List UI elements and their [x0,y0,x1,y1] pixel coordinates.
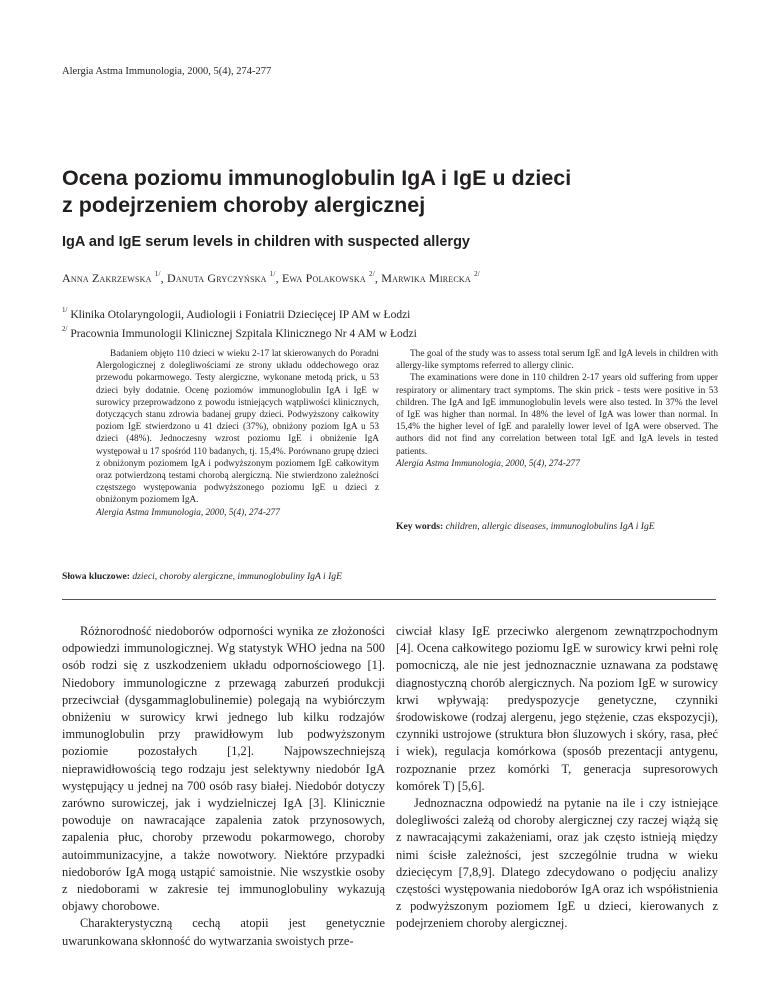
affiliation-mark: 2/ [62,325,68,333]
author-affiliation-mark: 1/ [269,270,276,278]
article-title [62,165,722,219]
body-paragraph: ciwciał klasy IgE przeciwko alergenom zewnątrzpochodnym [4]. Ocena całkowitego poziomu IgE w surowicy krwi pełni rolę pomocniczą, ale nie jest jednoznacznie uznawana za podstawę diagnostyczną chorób alergicznych. Na poziom IgE w surowicy krwi wpływają: predyspozycje genetyczne, czynniki środowiskowe (rodzaj alergenu, jego stężenie, czas ekspozycji), czynniki ustrojowe (struktura błon śluzowych i skóry, rasa, płeć i wiek), regulacja komórkowa (sposób prezentacji antygenu, rozpoznanie przez komórki T, generacja supresorowych komórek T) [5,6]. [396,624,718,793]
keywords-english-text: children, allergic diseases, immunoglobulins IgA i IgE [445,521,655,532]
keywords-polish [62,571,342,582]
abstract-english-p2: The examinations were done in 110 children 2-17 years old suffering from upper respiratory or alimentary tract symptoms. The skin prick - tests were positive in 53 children. The IgA and IgE immunoglobulin levels were also tested. In 37% the level of IgE was higher than normal. In 48% the level of IgA was lower than normal. In 15,4% the higher level of IgE and paralelly lower level of IgA were observed. The authors did not find any correlation between total IgE and IgA levels in tested patients. [396,373,718,457]
affiliation-text: Pracownia Immunologii Klinicznej Szpitala Klinicznego Nr 4 AM w Łodzi [70,328,417,340]
title-line-2: z podejrzeniem choroby alergicznej [62,193,426,217]
keywords-english [396,521,655,532]
journal-reference: Alergia Astma Immunologia, 2000, 5(4), 274-277 [62,66,272,77]
keywords-polish-label: Słowa kluczowe: [62,571,130,582]
title-line-1: Ocena poziomu immunoglobulin IgA i IgE u dzieci [62,166,572,190]
author-affiliation-mark: 2/ [474,270,480,278]
author-list: Anna Zakrzewska $^{1/}$, Danuta Gryczyńska $^{1/}$, Ewa Polakowska $^{2/}$, Marwika Mirecka $^{2/}$ [62,270,480,285]
author-affiliation-mark: 1/ [154,270,161,278]
abstract-english [396,348,718,470]
abstract-polish-text: Badaniem objęto 110 dzieci w wieku 2-17 lat skierowanych do Poradni Alergologicznej z dolegliwościami ze strony układu oddechowego oraz przewodu pokarmowego. Testy alergiczne, wykonane metodą prick, u 53 dzieci były dodatnie. Ocenę poziomów immunoglobulin IgA i IgE w surowicy przeprowadzono z powodu istniejących wątpliwości klinicznych, dotyczących stanu zdrowia badanej grupy dzieci. Podwyższony całkowity poziom IgE stwierdzono u 41 dzieci (37%), obniżony poziom IgA u 53 dzieci (48%). Jednoczesny wzrost poziomu IgE i obniżenie IgA występował u 17 spośród 110 badanych, tj. 15,4%. Porównano grupę dzieci z obniżonym poziomem IgA i podwyższonym poziomem IgE całkowitym oraz potwierdzoną testami chorobą alergiczną. Nie stwierdzono zależności częstszego występowania podwyższonego poziomu IgE u dzieci z obniżonym poziomem IgA. [96,349,379,506]
keywords-english-label: Key words: [396,521,444,532]
body-column-right [396,623,718,933]
author-name: Danuta Gryczyńska [167,271,267,285]
body-paragraph: Jednoznaczna odpowiedź na pytanie na ile i czy istniejące dolegliwości zależą od choroby alergicznej czy raczej wiążą się z nawracającymi zakażeniami, oraz jak często istnieją między nimi ścisłe zależności, jest szczególnie trudna w wieku dziecięcym [7,8,9]. Dlatego zdecydowano o podjęciu analizy częstości występowania niedoborów IgA oraz ich współistnienia z podwyższonym poziomem IgE u dzieci, kierowanych z podejrzeniem choroby alergicznej. [396,796,718,931]
author-affiliation-mark: 2/ [369,270,375,278]
abstract-polish-citation: Alergia Astma Immunologia, 2000, 5(4), 274-277 [96,507,280,518]
body-paragraph: Charakterystyczną cechą atopii jest genetycznie uwarunkowana skłonność do wytwarzania swoistych prze- [62,916,385,948]
author-name: Ewa Polakowska [282,271,366,285]
keywords-polish-text: dzieci, choroby alergiczne, immunoglobuliny IgA i IgE [132,571,342,582]
body-paragraph: Różnorodność niedoborów odporności wynika ze złożoności odpowiedzi immunologicznej. Wg statystyk WHO jedna na 500 osób rodzi się z uszkodzeniem układu odpornościowego [1]. Niedobory immunologiczne z przewagą zaburzeń produkcji przeciwciał (dysgammaglobulinemie) polegają na wybiórczym obniżeniu w surowicy krwi jednego lub kilku rodzajów immunoglobulin przy prawidłowym lub podwyższonym poziomie pozostałych [1,2]. Najpowszechniejszą nieprawidłowością tego rodzaju jest selektywny niedobór IgA występujący u jednej na 700 osób rasy białej. Niedobór dotyczy zarówno surowiczej, jak i wydzielniczej IgA [3]. Klinicznie powoduje on nawracające zapalenia zatok przynosowych, zapalenia płuc, choroby przewodu pokarmowego, choroby autoimmunizacyjne, a także nowotwory. Niektóre przypadki niedoborów IgA mogą ustąpić samoistnie. Nie wszystkie osoby z niedoborami w zakresie tej immunoglobuliny wykazują objawy chorobowe. [62,624,385,914]
abstract-english-citation: Alergia Astma Immunologia, 2000, 5(4), 274-277 [396,458,580,469]
affiliation-text: Klinika Otolaryngologii, Audiologii i Foniatrii Dziecięcej IP AM w Łodzi [70,309,411,321]
affiliation-1 [62,306,410,321]
abstract-polish [96,348,379,519]
english-title: IgA and IgE serum levels in children with suspected allergy [62,234,470,250]
affiliation-mark: 1/ [62,306,68,314]
body-column-left [62,623,385,950]
author-name: Marwika Mirecka [381,271,471,285]
author-name: Anna Zakrzewska [62,271,152,285]
abstract-english-p1: The goal of the study was to assess total serum IgE and IgA levels in children with allergy-like symptoms referred to allergy clinic. [396,349,718,372]
affiliation-2 [62,325,417,340]
section-divider [62,599,716,600]
